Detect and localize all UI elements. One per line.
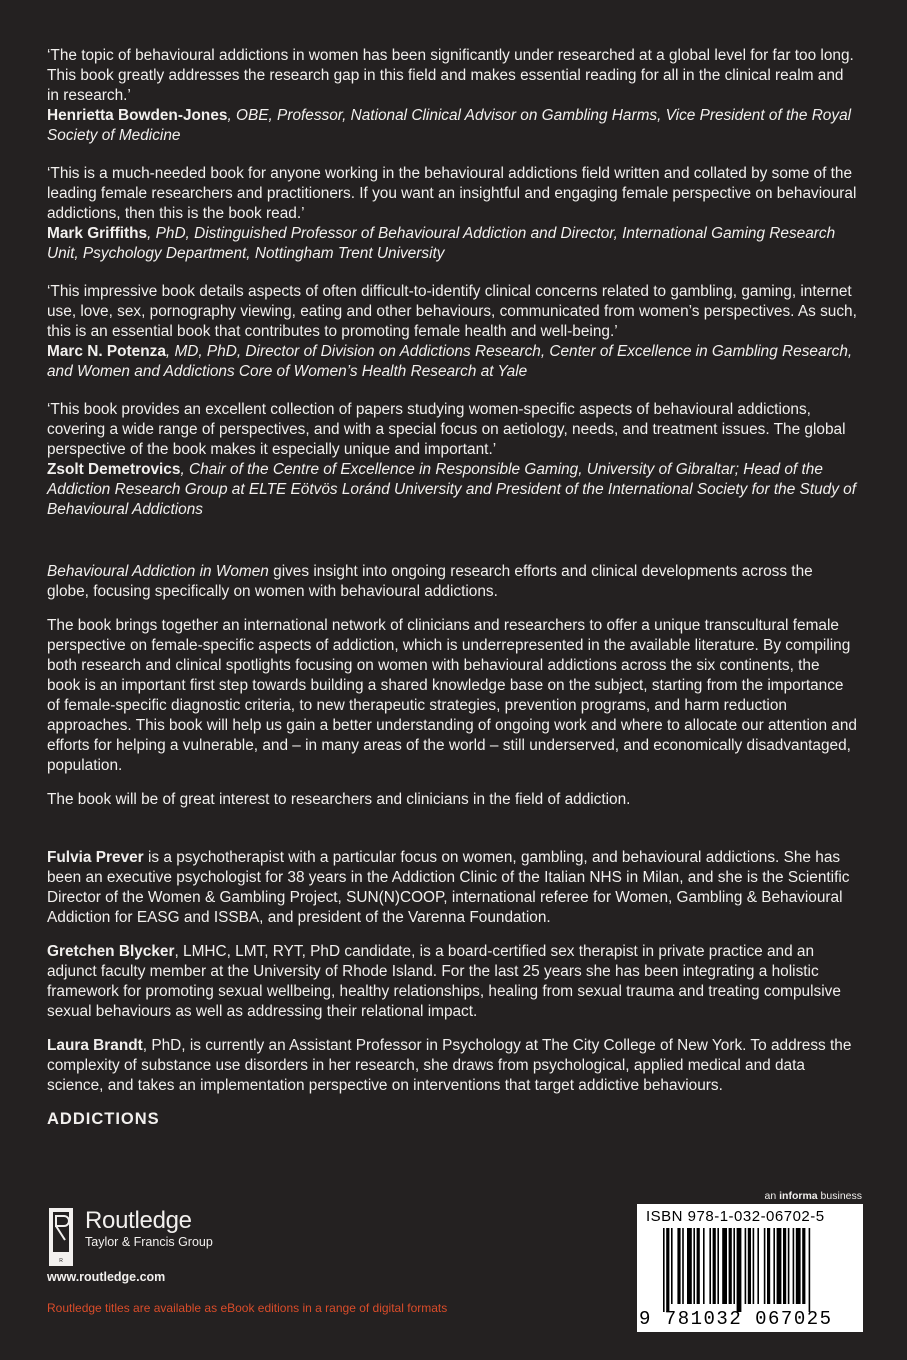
author-bio-3: Laura Brandt, PhD, is currently an Assistant Professor in Psychology at The City College of New York. To address the complexity of substance use disorders in her research, she draws from psychological, applied medical and data science, and takes an implementation perspective on interventions that target addictive behaviours. <box>47 1037 852 1094</box>
barcode-bar <box>717 1228 719 1304</box>
endorser-name: Marc N. Potenza <box>47 343 166 360</box>
blurb-paragraph-3: The book will be of great interest to researchers and clinicians in the field of addiction. <box>47 791 631 808</box>
barcode-bar <box>677 1228 680 1304</box>
endorsement-quote: ‘This is a much-needed book for anyone working in the behavioural addictions field written and collated by some of the leading female researchers and practitioners. If you want an insightful and engaging female perspective on behavioural addictions, then this is the book read.’ <box>47 165 857 222</box>
endorsement-quote: ‘This book provides an excellent collection of papers studying women-specific aspects of behavioural addictions, covering a wide range of perspectives, and with a special focus on aetiology, needs, and treatment issues. The global perspective of the book makes it especially unique and important.’ <box>47 401 846 458</box>
back-cover-text <box>47 46 857 1129</box>
barcode-bar <box>733 1228 735 1304</box>
publisher-name-block <box>85 1208 213 1250</box>
barcode-bar <box>802 1228 805 1304</box>
barcode-bar <box>713 1228 716 1304</box>
barcode-bar <box>703 1228 705 1304</box>
barcode-bar <box>722 1228 727 1304</box>
barcode-bar <box>663 1228 665 1312</box>
barcode-bar <box>809 1228 811 1312</box>
barcode-bar <box>753 1228 755 1304</box>
endorsement-attribution <box>47 342 857 382</box>
endorser-role: , MD, PhD, Director of Division on Addictions Research, Center of Excellence in Gambling Research, and Women and Addictions Core of Women’s Health Research at Yale <box>47 343 853 380</box>
barcode-bar <box>693 1228 695 1304</box>
publisher-logo-block <box>47 1208 213 1284</box>
barcode-bar <box>671 1228 673 1304</box>
informa-tagline: an informa business <box>764 1190 862 1202</box>
blurb-paragraph-2: The book brings together an international network of clinicians and researchers to offer a unique transcultural female perspective on female-specific aspects of addiction, which is underrepresented in the available literature. By compiling both research and clinical spotlights focusing on women with behavioural addictions across the six continents, the book is an important first step towards building a shared knowledge base on the subject, starting from the importance of female-specific diagnostic criteria, to new therapeutic strategies, prevention programs, and harm reduction approaches. This book will help us gain a better understanding of ongoing work and where to allocate our attention and efforts for helping a vulnerable, and – in many areas of the world – still underserved, and economically disadvantaged, population. <box>47 617 857 774</box>
endorser-role: , Chair of the Centre of Excellence in Responsible Gaming, University of Gibraltar; Head of the Addiction Research Group at ELTE Eötvös Loránd University and President of the International Society for the Study of Behavioural Addictions <box>47 461 857 518</box>
endorsement-4 <box>47 400 857 520</box>
author-bio-1: Fulvia Prever is a psychotherapist with a particular focus on women, gambling, and behavioural addictions. She has been an executive psychologist for 38 years in the Addiction Clinic of the Italian NHS in Milan, and she is the Scientific Director of the Women & Gambling Project, SUN(N)COOP, international referee for Women, Gambling & Behavioural Addiction for EASG and ISSBA, and president of the Varenna Foundation. <box>47 849 850 926</box>
barcode-bar <box>745 1228 747 1304</box>
barcode-bar <box>783 1228 786 1304</box>
publisher-group: Taylor & Francis Group <box>85 1235 213 1249</box>
barcode-bar <box>666 1228 669 1312</box>
barcode-bar <box>729 1228 732 1304</box>
blurb-paragraph-1: Behavioural Addiction in Women gives insight into ongoing research efforts and clinical developments across the globe, focusing specifically on women with behavioural addictions. <box>47 563 813 600</box>
barcode-bar <box>757 1228 759 1304</box>
routledge-logo-icon <box>47 1208 75 1266</box>
endorser-name: Mark Griffiths <box>47 225 148 242</box>
barcode-bar <box>682 1228 684 1304</box>
book-title: Behavioural Addiction in Women <box>47 563 269 580</box>
svg-text:R: R <box>59 1258 63 1264</box>
endorsement-1 <box>47 46 857 146</box>
author-bio-2: Gretchen Blycker, LMHC, LMT, RYT, PhD candidate, is a board-certified sex therapist in private practice and an adjunct faculty member at the University of Rhode Island. For the last 25 years she has been integrating a holistic framework for promoting sexual wellbeing, healthy relationships, healing from sexual trauma and treating compulsive sexual behaviours as well as addressing their relational impact. <box>47 943 841 1020</box>
endorsement-3 <box>47 282 857 382</box>
subject-category: ADDICTIONS <box>47 1110 160 1128</box>
author-name: Gretchen Blycker <box>47 943 175 960</box>
endorsement-attribution <box>47 106 857 146</box>
barcode-bar <box>773 1228 775 1304</box>
endorsement-quote: ‘This impressive book details aspects of often difficult-to-identify clinical concerns related to gambling, gaming, internet use, love, sex, pornography viewing, eating and other behaviours, communicated from women’s perspectives. As such, this is an essential book that contributes to promoting female health and well-being.’ <box>47 283 857 340</box>
barcode-bar <box>767 1228 770 1304</box>
endorser-name: Zsolt Demetrovics <box>47 461 181 478</box>
endorsement-attribution <box>47 224 857 264</box>
barcode-bar <box>737 1228 742 1312</box>
barcode-bar <box>777 1228 782 1304</box>
isbn-barcode <box>637 1204 863 1332</box>
endorser-name: Henrietta Bowden-Jones <box>47 107 228 124</box>
endorsement-2 <box>47 164 857 264</box>
ebook-note: Routledge titles are available as eBook editions in a range of digital formats <box>47 1301 448 1315</box>
isbn-label: ISBN 978-1-032-06702-5 <box>646 1208 825 1225</box>
barcode-bar <box>687 1228 692 1304</box>
barcode-bar <box>796 1228 801 1304</box>
barcode-bar <box>748 1228 751 1304</box>
barcode-digits: 9 781032 067025 <box>639 1308 833 1330</box>
barcode-bar <box>709 1228 711 1304</box>
endorsement-attribution <box>47 460 857 520</box>
endorser-role: , OBE, Professor, National Clinical Advisor on Gambling Harms, Vice President of the Royal Society of Medicine <box>47 107 852 144</box>
author-name: Laura Brandt <box>47 1037 143 1054</box>
barcode-bar <box>764 1228 766 1304</box>
barcode-bar <box>697 1228 700 1304</box>
barcode-bar <box>793 1228 795 1304</box>
barcode-graphic <box>661 1228 857 1312</box>
author-name: Fulvia Prever <box>47 849 144 866</box>
publisher-url[interactable]: www.routledge.com <box>47 1270 166 1284</box>
endorser-role: , PhD, Distinguished Professor of Behavioural Addiction and Director, International Gaming Research Unit, Psychology Department, Nottingham Trent University <box>47 225 836 262</box>
barcode-bar <box>788 1228 790 1304</box>
publisher-brand: Routledge <box>85 1207 192 1234</box>
endorsement-quote: ‘The topic of behavioural addictions in women has been significantly under researched at a global level for far too long. This book greatly addresses the research gap in this field and makes essential reading for all in the clinical realm and in research.’ <box>47 47 854 104</box>
